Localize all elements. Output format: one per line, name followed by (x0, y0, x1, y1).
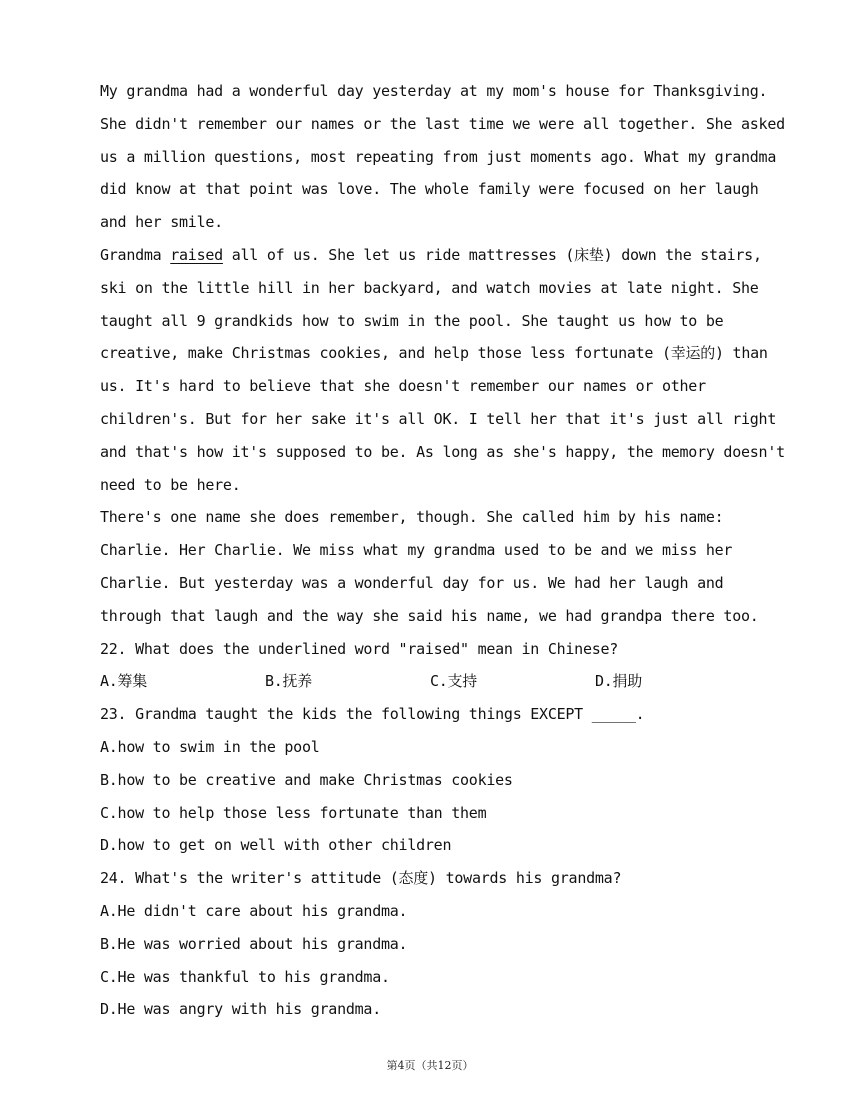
passage-line (100, 239, 770, 272)
question-22 (100, 633, 770, 699)
passage-line: did know at that point was love. The whole family were focused on her laugh (100, 180, 759, 199)
option-b: B.抚养 (265, 672, 313, 691)
question-stem: 22. What does the underlined word "raised" mean in Chinese? (100, 639, 619, 658)
underlined-word: raised (170, 245, 223, 264)
passage-line: She didn't remember our names or the last time we were all together. She asked (100, 114, 785, 133)
question-23 (100, 698, 770, 862)
option-a: A.how to swim in the pool (100, 737, 320, 756)
passage-line: creative, make Christmas cookies, and help those less fortunate (幸运的) than (100, 344, 768, 363)
passage-line: Charlie. But yesterday was a wonderful day for us. We had her laugh and (100, 573, 724, 592)
text-span: all of us. She let us ride mattresses (床垫) down the stairs, (222, 245, 762, 264)
text-span: Grandma (100, 245, 171, 264)
option-c: C.支持 (430, 672, 478, 691)
passage-line: need to be here. (100, 475, 241, 494)
options-row (100, 665, 770, 698)
passage-line: and her smile. (100, 213, 223, 232)
passage-line: My grandma had a wonderful day yesterday at my mom's house for Thanksgiving. (100, 82, 768, 100)
question-24 (100, 862, 770, 1026)
passage-line: us a million questions, most repeating from just moments ago. What my grandma (100, 147, 777, 166)
passage-line: children's. But for her sake it's all OK. I tell her that it's just all right (100, 409, 777, 428)
question-stem: 24. What's the writer's attitude (态度) towards his grandma? (100, 869, 622, 888)
passage-line: ski on the little hill in her backyard, and watch movies at late night. She (100, 278, 759, 297)
option-b: B.He was worried about his grandma. (100, 934, 408, 953)
passage-line: and that's how it's supposed to be. As long as she's happy, the memory doesn't (100, 442, 785, 461)
option-c: C.how to help those less fortunate than them (100, 803, 487, 822)
option-a: A.筹集 (100, 672, 148, 691)
passage-paragraph-1 (100, 75, 785, 239)
option-d: D.He was angry with his grandma. (100, 1000, 381, 1019)
option-b: B.how to be creative and make Christmas cookies (100, 770, 513, 789)
page-footer: 第4页（共12页） (386, 1059, 474, 1072)
passage-paragraph-2 (100, 239, 785, 501)
option-a: A.He didn't care about his grandma. (100, 901, 408, 920)
option-c: C.He was thankful to his grandma. (100, 967, 390, 986)
option-d: D.捐助 (595, 672, 643, 691)
question-stem: 23. Grandma taught the kids the following things EXCEPT _____. (100, 705, 645, 724)
document-page (100, 75, 785, 1026)
passage-paragraph-3 (100, 501, 770, 632)
passage-line: taught all 9 grandkids how to swim in the pool. She taught us how to be (100, 311, 724, 330)
passage-line: There's one name she does remember, though. She called him by his name: (100, 508, 724, 527)
option-d: D.how to get on well with other children (100, 836, 452, 855)
passage-line: us. It's hard to believe that she doesn't remember our names or other (100, 377, 706, 396)
passage-line: Charlie. Her Charlie. We miss what my grandma used to be and we miss her (100, 541, 733, 560)
passage-line: through that laugh and the way she said his name, we had grandpa there too. (100, 606, 759, 625)
